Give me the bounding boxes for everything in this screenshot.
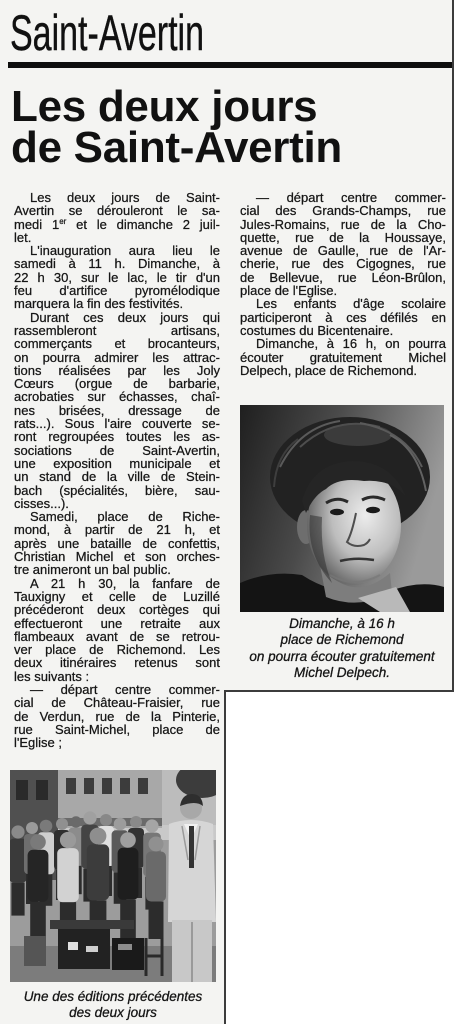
text-line: les suivants : bbox=[14, 668, 90, 684]
headline-line-2: de Saint-Avertin bbox=[11, 123, 342, 172]
paragraph bbox=[240, 297, 446, 337]
text-line: tre animeront un bal public. bbox=[14, 562, 171, 578]
text-line: précéderont deux cortèges qui bbox=[14, 602, 220, 618]
text-line bbox=[14, 218, 220, 231]
text-line: samedi à 11 h. Dimanche, à bbox=[14, 256, 220, 272]
text-line: Christian Michel et son orches- bbox=[14, 549, 220, 565]
torso bbox=[87, 844, 109, 900]
text-line: tions réalisées par les Joly bbox=[14, 362, 220, 378]
text-line: Dimanche, à 16 h, on pourra bbox=[256, 336, 446, 352]
portrait-caption bbox=[232, 616, 452, 681]
text-line: cisses...). bbox=[14, 495, 69, 511]
text-line: marquera la fin des festivités. bbox=[14, 296, 184, 312]
goods-item bbox=[68, 942, 78, 950]
text-line: acrobaties sur échasses, chaî- bbox=[14, 389, 220, 405]
market-crowd-photo bbox=[10, 770, 216, 982]
head bbox=[120, 832, 136, 848]
text-line: effectueront une retraite aux bbox=[14, 615, 220, 631]
caption-line: Une des éditions précédentes bbox=[23, 989, 203, 1004]
torso bbox=[146, 852, 166, 902]
text-line: l'Eglise ; bbox=[14, 735, 63, 751]
text-line: — départ centre commer- bbox=[30, 681, 220, 697]
left-eye bbox=[330, 509, 344, 515]
clipping-edge-right bbox=[452, 0, 454, 692]
paragraph bbox=[240, 337, 446, 377]
text-line: après une bataille de confettis, bbox=[14, 535, 220, 551]
paragraph bbox=[240, 191, 446, 297]
text-line: place de l'Eglise. bbox=[240, 283, 338, 299]
left-column bbox=[14, 191, 220, 749]
head bbox=[40, 820, 53, 833]
text-line: on pourra admirer les attrac- bbox=[14, 349, 220, 365]
text-line: ver place de Richemond. Les bbox=[14, 642, 220, 658]
right-column bbox=[240, 191, 446, 377]
torso bbox=[28, 850, 49, 902]
text-line: Jules-Romains, rue de la Cho- bbox=[240, 216, 446, 232]
head bbox=[130, 816, 142, 828]
text-line: costumes du Bicentenaire. bbox=[240, 322, 394, 338]
paragraph bbox=[14, 683, 220, 749]
text-line: A 21 h 30, la fanfare de bbox=[30, 575, 220, 591]
market-image bbox=[10, 770, 216, 982]
head bbox=[90, 828, 107, 845]
text-line: Cœurs (orgue de barbarie, bbox=[14, 376, 220, 392]
text-line: Samedi, place de Riche- bbox=[30, 509, 220, 525]
legs bbox=[120, 900, 136, 939]
text-line: Tauxigny et celle de Luzillé bbox=[14, 588, 220, 604]
text-line: un stand de la ville de Stein- bbox=[14, 469, 220, 485]
text-segment: et le dimanche 2 juil- bbox=[66, 216, 220, 232]
caption-line: place de Richemond bbox=[280, 632, 404, 648]
caption-line: Dimanche, à 16 h bbox=[289, 616, 395, 631]
box bbox=[24, 936, 46, 966]
paragraph bbox=[14, 244, 220, 310]
text-line: flambeaux avant de se retrou- bbox=[14, 628, 220, 644]
head bbox=[145, 819, 158, 832]
legs bbox=[149, 902, 164, 940]
clipping-edge-bottom bbox=[224, 690, 454, 692]
text-line: cial de Château-Fraisier, rue bbox=[14, 695, 220, 711]
torso bbox=[118, 848, 139, 900]
text-line: de Verdun, rue de la Pinterie, bbox=[14, 708, 220, 724]
text-line: avenue de Gaulle, rue de l'Ar- bbox=[240, 243, 446, 259]
right-eye bbox=[366, 507, 380, 513]
text-line: Avertin se dérouleront le sa- bbox=[14, 203, 220, 219]
head bbox=[114, 818, 127, 831]
text-line: Durant ces deux jours qui bbox=[30, 309, 220, 325]
trunk bbox=[112, 938, 144, 970]
text-line: Delpech, place de Richemond. bbox=[240, 362, 418, 378]
head bbox=[11, 825, 24, 838]
head bbox=[70, 816, 81, 827]
text-segment: medi 1 bbox=[14, 216, 60, 232]
text-line: écouter gratuitement Michel bbox=[240, 349, 446, 365]
market-caption bbox=[10, 989, 216, 1020]
head bbox=[30, 834, 46, 850]
superscript-text: er bbox=[59, 216, 67, 226]
headline-line-1: Les deux jours bbox=[11, 82, 318, 131]
paragraph bbox=[14, 191, 220, 244]
head bbox=[83, 811, 96, 824]
text-line: deux itinéraires retenus sont bbox=[14, 655, 220, 671]
paragraph bbox=[14, 577, 220, 683]
text-line: quette, rue de la Houssaye, bbox=[240, 229, 446, 245]
text-line: Les enfants d'âge scolaire bbox=[256, 296, 446, 312]
text-line: commerçants et brocanteurs, bbox=[14, 336, 220, 352]
portrait-image bbox=[240, 405, 444, 612]
tie bbox=[189, 826, 194, 868]
clipping-edge-column bbox=[224, 690, 226, 1024]
text-line: rassembleront artisans, bbox=[14, 322, 220, 338]
caption-line: Michel Delpech. bbox=[293, 664, 391, 680]
text-line: nes brisées, dressage de bbox=[14, 402, 220, 418]
crate bbox=[58, 929, 110, 969]
text-line: de Bellevue, rue Léon-Brûlon, bbox=[240, 269, 446, 285]
section-rule bbox=[8, 62, 452, 68]
text-line: Les deux jours de Saint- bbox=[30, 190, 220, 205]
torso bbox=[57, 848, 79, 902]
legs bbox=[30, 902, 46, 941]
text-line: rue Saint-Michel, place de bbox=[14, 721, 220, 737]
text-line: let. bbox=[14, 229, 32, 245]
paragraph bbox=[14, 311, 220, 510]
text-line: 22 h 30, sur le lac, le tir d'un bbox=[14, 269, 220, 285]
text-line: L'inauguration aura lieu le bbox=[30, 243, 220, 259]
section-title: Saint-Avertin bbox=[10, 5, 205, 61]
caption-line: des deux jours bbox=[69, 1004, 157, 1020]
text-line: — départ centre commer- bbox=[256, 190, 446, 205]
michel-delpech-photo bbox=[240, 405, 444, 612]
goods-item bbox=[86, 946, 98, 952]
text-line: feu d'artifice pyromélodique bbox=[14, 283, 220, 299]
table-top bbox=[50, 920, 134, 929]
head bbox=[60, 832, 76, 848]
legs bbox=[11, 883, 24, 916]
head bbox=[149, 837, 164, 852]
text-line: bach (spécialités, bière, sau- bbox=[14, 482, 220, 498]
text-line: une exposition municipale et bbox=[14, 455, 220, 471]
text-line: participeront à ces défilés en bbox=[240, 309, 446, 325]
head bbox=[100, 814, 112, 826]
text-line: rats...). Sous l'aire couverte se- bbox=[14, 416, 220, 432]
goods-item bbox=[118, 944, 132, 950]
text-line: cial des Grands-Champs, rue bbox=[240, 203, 446, 219]
text-line: sociations de Saint-Avertin, bbox=[14, 442, 220, 458]
headline bbox=[11, 82, 342, 172]
head bbox=[26, 822, 38, 834]
paragraph bbox=[14, 510, 220, 576]
text-line: ront regroupées toutes les as- bbox=[14, 429, 220, 445]
head bbox=[56, 818, 68, 830]
text-line: mond, à partir de 21 h, et bbox=[14, 522, 220, 538]
text-line: cherie, rue des Cigognes, rue bbox=[240, 256, 446, 272]
caption-line: on pourra écouter gratuitement bbox=[249, 648, 435, 664]
